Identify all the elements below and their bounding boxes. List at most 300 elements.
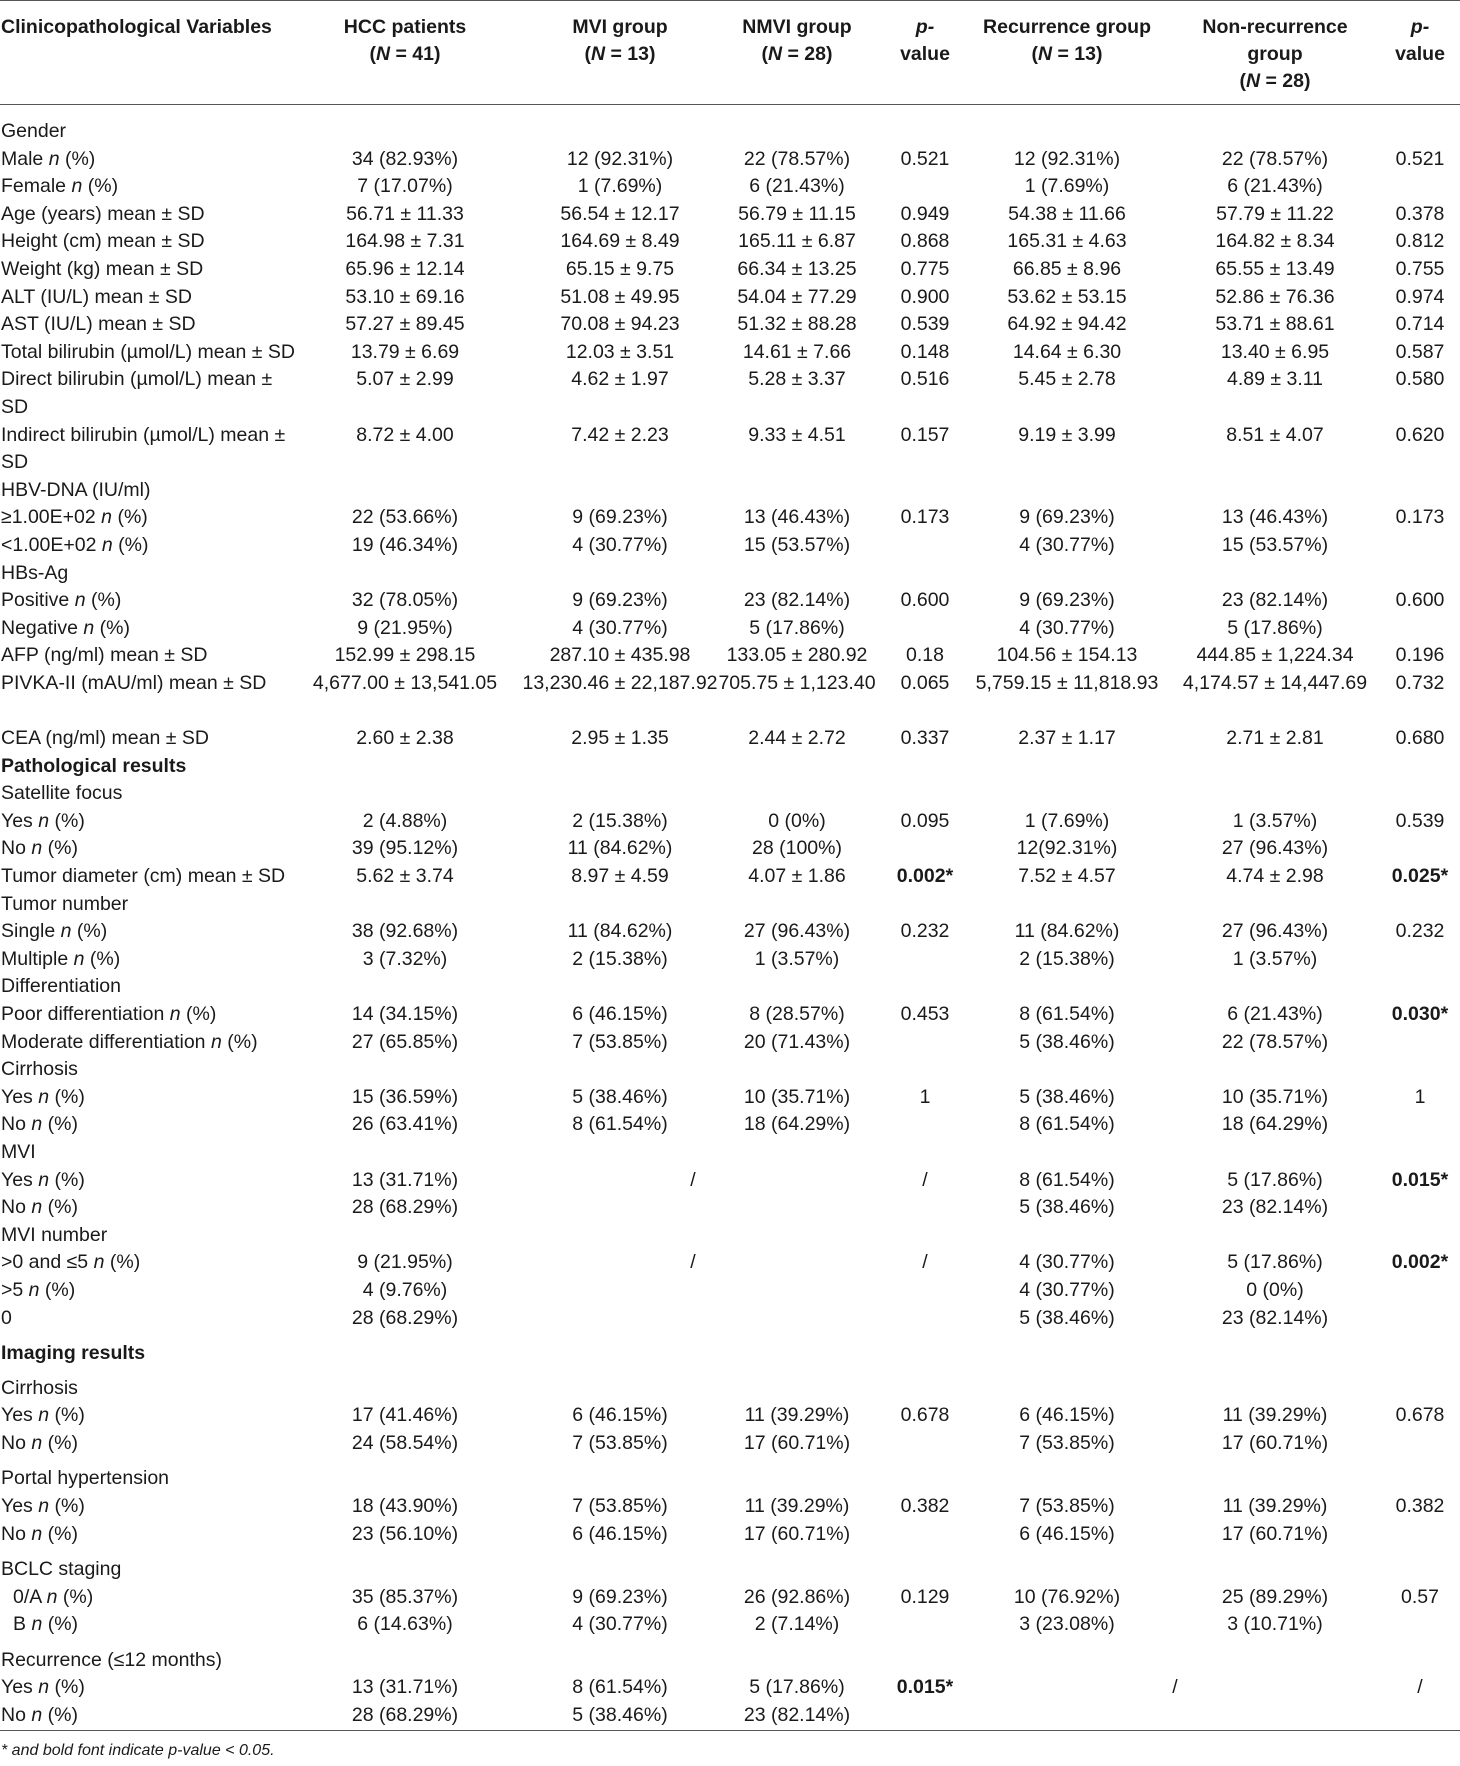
cell-nmvi: 2 (7.14%) bbox=[754, 1613, 840, 1636]
cell-recurrence: 1 (7.69%) bbox=[1024, 809, 1110, 832]
variable-label: Direct bilirubin (µmol/L) mean ± SD bbox=[1, 368, 273, 418]
section-heading-row bbox=[0, 753, 1460, 781]
section-heading-row bbox=[0, 1340, 1460, 1375]
cell-p1: 0.015* bbox=[896, 1676, 954, 1699]
cell-hcc: 19 (46.34%) bbox=[351, 533, 459, 556]
table-row bbox=[0, 1084, 1460, 1112]
cell-recurrence: 7 (53.85%) bbox=[1019, 1494, 1115, 1517]
variable-label: Positive n (%) bbox=[1, 589, 122, 612]
header-mvi-group: MVI group (N = 13) bbox=[572, 16, 668, 65]
cell-nmvi: 5.28 ± 3.37 bbox=[748, 368, 846, 391]
variable-label: No n (%) bbox=[1, 1431, 78, 1454]
table-row bbox=[0, 366, 1460, 421]
cell-recurrence: 8 (61.54%) bbox=[1019, 1003, 1115, 1025]
cell-recurrence: 66.85 ± 8.96 bbox=[1012, 257, 1122, 280]
table-row bbox=[0, 228, 1460, 256]
variable-label: Cirrhosis bbox=[1, 1376, 78, 1399]
table-row bbox=[0, 1139, 1460, 1167]
cell-recurrence: 7 (53.85%) bbox=[1019, 1431, 1115, 1454]
cell-nonrecurrence: 0 (0%) bbox=[1246, 1278, 1304, 1301]
variable-label: Male n (%) bbox=[1, 147, 96, 170]
cell-nonrecurrence: 5 (17.86%) bbox=[1227, 1251, 1323, 1274]
variable-label: No n (%) bbox=[1, 1113, 78, 1136]
cell-nonrecurrence: 6 (21.43%) bbox=[1227, 1003, 1323, 1025]
cell-nonrecurrence: 4.74 ± 2.98 bbox=[1226, 865, 1324, 888]
cell-nmvi: 26 (92.86%) bbox=[743, 1585, 851, 1608]
variable-label: Yes n (%) bbox=[1, 1168, 85, 1191]
variable-label: Single n (%) bbox=[1, 920, 108, 943]
cell-p2: 0.382 bbox=[1395, 1494, 1445, 1517]
table-header bbox=[0, 0, 1460, 105]
cell-p2: 0.620 bbox=[1395, 423, 1445, 446]
table-row bbox=[0, 1375, 1460, 1403]
cell-hcc: 28 (68.29%) bbox=[351, 1704, 459, 1727]
variable-label: No n (%) bbox=[1, 1522, 78, 1545]
variable-label: HBs-Ag bbox=[1, 561, 69, 584]
cell-nonrecurrence: 27 (96.43%) bbox=[1221, 920, 1329, 943]
cell-p1: 0.868 bbox=[900, 230, 950, 253]
cell-recurrence: 5 (38.46%) bbox=[1019, 1306, 1115, 1329]
cell-nonrecurrence: 18 (64.29%) bbox=[1221, 1113, 1329, 1136]
cell-nmvi: 5 (17.86%) bbox=[749, 1676, 845, 1699]
variable-label: B n (%) bbox=[13, 1613, 79, 1636]
cell-hcc: 7 (17.07%) bbox=[357, 175, 453, 198]
cell-nonrecurrence: 4,174.57 ± 14,447.69 bbox=[1182, 671, 1368, 694]
cell-nmvi: 0 (0%) bbox=[768, 809, 826, 832]
variable-label: Yes n (%) bbox=[1, 1676, 85, 1699]
table-row bbox=[0, 808, 1460, 836]
table-row bbox=[0, 1305, 1460, 1340]
variable-label: Cirrhosis bbox=[1, 1058, 78, 1081]
cell-nmvi: 705.75 ± 1,123.40 bbox=[718, 671, 876, 694]
cell-nonrecurrence: 444.85 ± 1,224.34 bbox=[1196, 644, 1354, 667]
cell-p1: 0.148 bbox=[900, 340, 950, 363]
cell-nonrecurrence: 11 (39.29%) bbox=[1222, 1494, 1328, 1517]
section-heading: Pathological results bbox=[1, 754, 187, 777]
table-row bbox=[0, 339, 1460, 367]
table-row bbox=[0, 422, 1460, 477]
table-row bbox=[0, 863, 1460, 891]
variable-label: <1.00E+02 n (%) bbox=[1, 533, 149, 556]
cell-recurrence: 64.92 ± 94.42 bbox=[1007, 313, 1127, 336]
variable-label: No n (%) bbox=[1, 837, 78, 860]
variable-label: Height (cm) mean ± SD bbox=[1, 230, 205, 253]
table-row bbox=[0, 587, 1460, 615]
cell-nonrecurrence: 13 (46.43%) bbox=[1221, 506, 1329, 529]
cell-hcc: 3 (7.32%) bbox=[362, 947, 448, 970]
cell-mvi: 8 (61.54%) bbox=[572, 1676, 668, 1699]
cell-mvi: 7 (53.85%) bbox=[572, 1030, 668, 1053]
cell-hcc: 2.60 ± 2.38 bbox=[356, 727, 454, 750]
cell-p1: 0.516 bbox=[900, 368, 950, 391]
cell-p1: 0.095 bbox=[900, 809, 950, 832]
header-p-value-1: p- value bbox=[900, 16, 950, 65]
cell-nmvi: 5 (17.86%) bbox=[749, 616, 845, 639]
cell-recurrence: 54.38 ± 11.66 bbox=[1008, 202, 1126, 225]
cell-hcc: 164.98 ± 7.31 bbox=[345, 230, 465, 253]
cell-recurrence: 9.19 ± 3.99 bbox=[1018, 423, 1116, 446]
cell-mvi: 11 (84.62%) bbox=[567, 837, 673, 860]
variable-label: >5 n (%) bbox=[1, 1278, 76, 1301]
cell-recurrence: 9 (69.23%) bbox=[1019, 506, 1115, 529]
header-p-value-2: p- value bbox=[1395, 16, 1445, 65]
cell-hcc: 152.99 ± 298.15 bbox=[334, 644, 476, 667]
variable-label: Multiple n (%) bbox=[1, 947, 121, 970]
cell-p1: 0.678 bbox=[900, 1404, 950, 1427]
cell-recurrence: 3 (23.08%) bbox=[1019, 1613, 1115, 1636]
cell-hcc: 4 (9.76%) bbox=[362, 1278, 448, 1301]
cell-mvi: 9 (69.23%) bbox=[572, 506, 668, 529]
cell-recurrence: 5.45 ± 2.78 bbox=[1018, 368, 1116, 391]
cell-nmvi: 11 (39.29%) bbox=[744, 1404, 850, 1427]
cell-p2: 0.57 bbox=[1401, 1585, 1439, 1608]
cell-recurrence: 5,759.15 ± 11,818.93 bbox=[975, 671, 1159, 694]
cell-hcc: 13.79 ± 6.69 bbox=[350, 340, 460, 363]
header-hcc-patients: HCC patients (N = 41) bbox=[343, 16, 467, 65]
cell-hcc: 22 (53.66%) bbox=[351, 506, 459, 529]
variable-label: Recurrence (≤12 months) bbox=[1, 1648, 222, 1671]
cell-hcc: 18 (43.90%) bbox=[351, 1494, 459, 1517]
cell-nmvi: 6 (21.43%) bbox=[749, 175, 845, 198]
cell-p2: 0.680 bbox=[1395, 727, 1445, 750]
table-row bbox=[0, 615, 1460, 643]
cell-nonrecurrence: 52.86 ± 76.36 bbox=[1215, 285, 1335, 308]
cell-nmvi: 17 (60.71%) bbox=[743, 1522, 851, 1545]
variable-label: Weight (kg) mean ± SD bbox=[1, 257, 204, 280]
cell-p1: 0.521 bbox=[900, 147, 950, 170]
cell-p2: 0.587 bbox=[1395, 340, 1445, 363]
cell-nonrecurrence: 5 (17.86%) bbox=[1227, 1168, 1323, 1191]
cell-p1: 0.949 bbox=[900, 202, 950, 225]
cell-nmvi: 1 (3.57%) bbox=[754, 947, 840, 970]
cell-nmvi: 133.05 ± 280.92 bbox=[726, 644, 868, 667]
cell-recurrence: 4 (30.77%) bbox=[1019, 1278, 1115, 1301]
header-nmvi-group: NMVI group (N = 28) bbox=[742, 16, 852, 65]
cell-recurrence: 2 (15.38%) bbox=[1019, 947, 1115, 970]
cell-mvi: 1 (7.69%) bbox=[577, 175, 663, 198]
cell-mvi: 8 (61.54%) bbox=[572, 1113, 668, 1136]
cell-hcc: 15 (36.59%) bbox=[351, 1085, 459, 1108]
variable-label: >0 and ≤5 n (%) bbox=[1, 1251, 141, 1274]
variable-label: AFP (ng/ml) mean ± SD bbox=[1, 644, 208, 667]
cell-hcc: 13 (31.71%) bbox=[351, 1168, 459, 1191]
table-row bbox=[0, 725, 1460, 753]
cell-mvi: 65.15 ± 9.75 bbox=[565, 257, 675, 280]
cell-nonrecurrence: 23 (82.14%) bbox=[1221, 589, 1329, 612]
table-row bbox=[0, 1611, 1460, 1639]
variable-label: Moderate differentiation n (%) bbox=[1, 1030, 258, 1053]
variable-label: 0/A n (%) bbox=[13, 1585, 94, 1608]
cell-nmvi: 14.61 ± 7.66 bbox=[742, 340, 852, 363]
cell-nmvi: 17 (60.71%) bbox=[743, 1431, 851, 1454]
cell-p2: 0.030* bbox=[1391, 1003, 1449, 1025]
table-row bbox=[0, 1222, 1460, 1250]
cell-mvi: 13,230.46 ± 22,187.92 bbox=[522, 671, 718, 694]
cell-hcc: 28 (68.29%) bbox=[351, 1196, 459, 1219]
cell-nonrecurrence: 8.51 ± 4.07 bbox=[1226, 423, 1324, 446]
variable-label: No n (%) bbox=[1, 1704, 78, 1727]
cell-p2: 0.580 bbox=[1395, 368, 1445, 391]
variable-label: Yes n (%) bbox=[1, 1494, 85, 1517]
cell-nonrecurrence: 23 (82.14%) bbox=[1221, 1196, 1329, 1219]
cell-p1: 0.129 bbox=[900, 1585, 950, 1608]
cell-nonrecurrence: 6 (21.43%) bbox=[1227, 175, 1323, 198]
cell-hcc: 24 (58.54%) bbox=[351, 1431, 459, 1454]
cell-p2: 0.600 bbox=[1395, 589, 1445, 612]
cell-nmvi: 23 (82.14%) bbox=[743, 1704, 851, 1727]
cell-nmvi: 9.33 ± 4.51 bbox=[748, 423, 846, 446]
table-row bbox=[0, 1465, 1460, 1493]
table-row bbox=[0, 256, 1460, 284]
cell-nmvi: 56.79 ± 11.15 bbox=[738, 202, 856, 225]
header-variables: Clinicopathological Variables bbox=[1, 16, 272, 38]
cell-recurrence: 10 (76.92%) bbox=[1013, 1585, 1121, 1608]
cell-nonrecurrence: 4.89 ± 3.11 bbox=[1227, 368, 1323, 391]
cell-nmvi: 11 (39.29%) bbox=[744, 1494, 850, 1517]
cell-recurrence: 11 (84.62%) bbox=[1014, 920, 1120, 943]
table-row bbox=[0, 1167, 1460, 1195]
cell-hcc: 28 (68.29%) bbox=[351, 1306, 459, 1329]
table-row bbox=[0, 946, 1460, 974]
cell-mvi: 12 (92.31%) bbox=[566, 147, 674, 170]
table-row bbox=[0, 504, 1460, 532]
cell-hcc: 57.27 ± 89.45 bbox=[345, 313, 465, 336]
cell-not-applicable: / bbox=[690, 1168, 696, 1191]
cell-p2: 0.378 bbox=[1395, 202, 1445, 225]
cell-recurrence: 6 (46.15%) bbox=[1019, 1404, 1115, 1427]
variable-label: Poor differentiation n (%) bbox=[1, 1003, 217, 1025]
cell-hcc: 26 (63.41%) bbox=[351, 1113, 459, 1136]
cell-p1: 0.900 bbox=[900, 285, 950, 308]
cell-nonrecurrence: 1 (3.57%) bbox=[1232, 947, 1318, 970]
cell-mvi: 5 (38.46%) bbox=[572, 1704, 668, 1727]
cell-recurrence: 5 (38.46%) bbox=[1019, 1030, 1115, 1053]
table-row bbox=[0, 1402, 1460, 1430]
table-row bbox=[0, 1029, 1460, 1057]
table-row bbox=[0, 560, 1460, 588]
table-row bbox=[0, 1001, 1460, 1029]
cell-hcc: 9 (21.95%) bbox=[357, 1251, 453, 1274]
table-row bbox=[0, 532, 1460, 560]
cell-hcc: 32 (78.05%) bbox=[351, 589, 459, 612]
cell-recurrence: 4 (30.77%) bbox=[1019, 1251, 1115, 1274]
table-row bbox=[0, 891, 1460, 919]
variable-label: Tumor number bbox=[1, 892, 129, 915]
table-row bbox=[0, 1493, 1460, 1521]
cell-p1: 0.382 bbox=[900, 1494, 950, 1517]
cell-nmvi: 4.07 ± 1.86 bbox=[748, 865, 846, 888]
cell-hcc: 38 (92.68%) bbox=[351, 920, 459, 943]
cell-nonrecurrence: 22 (78.57%) bbox=[1221, 1030, 1329, 1053]
table-row bbox=[0, 1521, 1460, 1549]
cell-recurrence: 14.64 ± 6.30 bbox=[1012, 340, 1122, 363]
cell-hcc: 4,677.00 ± 13,541.05 bbox=[312, 671, 498, 694]
cell-hcc: 5.07 ± 2.99 bbox=[356, 368, 454, 391]
cell-nmvi: 18 (64.29%) bbox=[743, 1113, 851, 1136]
cell-mvi: 12.03 ± 3.51 bbox=[565, 340, 675, 363]
table-row bbox=[0, 201, 1460, 229]
variable-label: ≥1.00E+02 n (%) bbox=[1, 506, 148, 529]
cell-p1: 0.337 bbox=[900, 727, 950, 750]
cell-p1: 0.600 bbox=[900, 589, 950, 612]
cell-nonrecurrence: 10 (35.71%) bbox=[1221, 1085, 1329, 1108]
cell-hcc: 53.10 ± 69.16 bbox=[345, 285, 465, 308]
cell-recurrence: 104.56 ± 154.13 bbox=[996, 644, 1138, 667]
variable-label: Indirect bilirubin (µmol/L) mean ± SD bbox=[1, 423, 286, 474]
cell-nonrecurrence: 1 (3.57%) bbox=[1232, 809, 1318, 832]
cell-nonrecurrence: 11 (39.29%) bbox=[1222, 1404, 1328, 1427]
cell-nmvi: 165.11 ± 6.87 bbox=[738, 230, 856, 253]
cell-nonrecurrence: 5 (17.86%) bbox=[1227, 616, 1323, 639]
cell-hcc: 56.71 ± 11.33 bbox=[346, 202, 464, 225]
cell-nmvi: 22 (78.57%) bbox=[743, 147, 851, 170]
cell-p2: 0.196 bbox=[1395, 644, 1445, 667]
cell-p2: 0.755 bbox=[1395, 257, 1445, 280]
cell-nonrecurrence: 17 (60.71%) bbox=[1221, 1522, 1329, 1545]
cell-mvi: 9 (69.23%) bbox=[572, 1585, 668, 1608]
cell-p1: 0.232 bbox=[900, 920, 950, 943]
cell-p2: 0.812 bbox=[1395, 230, 1445, 253]
table-row bbox=[0, 780, 1460, 808]
table-row bbox=[0, 1674, 1460, 1702]
cell-p1: 0.002* bbox=[896, 865, 954, 888]
cell-nmvi: 28 (100%) bbox=[752, 837, 842, 860]
table-row bbox=[0, 173, 1460, 201]
cell-nonrecurrence: 65.55 ± 13.49 bbox=[1215, 257, 1335, 280]
variable-label: AST (IU/L) mean ± SD bbox=[1, 313, 196, 336]
cell-nmvi: 23 (82.14%) bbox=[743, 589, 851, 612]
cell-hcc: 17 (41.46%) bbox=[351, 1404, 459, 1427]
section-heading: Imaging results bbox=[1, 1341, 146, 1364]
cell-mvi: 4.62 ± 1.97 bbox=[571, 368, 669, 391]
cell-nmvi: 54.04 ± 77.29 bbox=[737, 285, 857, 308]
table-row bbox=[0, 1556, 1460, 1584]
cell-nonrecurrence: 57.79 ± 11.22 bbox=[1216, 202, 1334, 225]
table-row bbox=[0, 477, 1460, 505]
cell-recurrence: 8 (61.54%) bbox=[1019, 1113, 1115, 1136]
table-body bbox=[0, 105, 1460, 1731]
cell-recurrence: 1 (7.69%) bbox=[1024, 175, 1110, 198]
table-row bbox=[0, 1430, 1460, 1458]
cell-nmvi: 51.32 ± 88.28 bbox=[737, 313, 857, 336]
cell-recurrence: 12 (92.31%) bbox=[1013, 147, 1121, 170]
cell-nmvi: 8 (28.57%) bbox=[749, 1003, 845, 1025]
cell-p1: 0.157 bbox=[900, 423, 950, 446]
cell-hcc: 13 (31.71%) bbox=[351, 1676, 459, 1699]
table-row bbox=[0, 973, 1460, 1001]
cell-hcc: 27 (65.85%) bbox=[351, 1030, 459, 1053]
cell-hcc: 23 (56.10%) bbox=[351, 1522, 459, 1545]
table-row bbox=[0, 1277, 1460, 1305]
cell-recurrence: 4 (30.77%) bbox=[1019, 616, 1115, 639]
cell-p1: 0.18 bbox=[906, 644, 944, 667]
cell-hcc: 34 (82.93%) bbox=[351, 147, 459, 170]
table-row bbox=[0, 146, 1460, 174]
cell-p2: 0.521 bbox=[1395, 147, 1445, 170]
cell-p2: 0.232 bbox=[1395, 920, 1445, 943]
cell-recurrence: 12(92.31%) bbox=[1016, 837, 1118, 860]
cell-p2: 0.732 bbox=[1395, 671, 1445, 694]
cell-nonrecurrence: 2.71 ± 2.81 bbox=[1226, 727, 1324, 750]
cell-nonrecurrence: 15 (53.57%) bbox=[1221, 533, 1329, 556]
cell-nonrecurrence: 23 (82.14%) bbox=[1221, 1306, 1329, 1329]
header-recurrence-group: Recurrence group (N = 13) bbox=[983, 16, 1151, 65]
cell-hcc: 8.72 ± 4.00 bbox=[356, 423, 454, 446]
table-row bbox=[0, 284, 1460, 312]
cell-recurrence: 165.31 ± 4.63 bbox=[1007, 230, 1127, 253]
variable-label: Female n (%) bbox=[1, 175, 119, 198]
cell-recurrence: 5 (38.46%) bbox=[1019, 1085, 1115, 1108]
variable-label: Yes n (%) bbox=[1, 1085, 85, 1108]
table-row bbox=[0, 1111, 1460, 1139]
cell-mvi: 2.95 ± 1.35 bbox=[571, 727, 669, 750]
cell-mvi: 7 (53.85%) bbox=[572, 1494, 668, 1517]
cell-nmvi: 2.44 ± 2.72 bbox=[748, 727, 846, 750]
cell-p1: / bbox=[922, 1168, 928, 1191]
cell-mvi: 4 (30.77%) bbox=[572, 1613, 668, 1636]
cell-hcc: 9 (21.95%) bbox=[357, 616, 453, 639]
cell-p2: 0.539 bbox=[1395, 809, 1445, 832]
table-row bbox=[0, 1647, 1460, 1675]
cell-mvi: 2 (15.38%) bbox=[572, 809, 668, 832]
variable-label: Age (years) mean ± SD bbox=[1, 202, 205, 225]
variable-label: PIVKA-II (mAU/ml) mean ± SD bbox=[1, 671, 267, 694]
cell-nonrecurrence: 164.82 ± 8.34 bbox=[1215, 230, 1335, 253]
variable-label: Portal hypertension bbox=[1, 1467, 170, 1490]
cell-mvi: 5 (38.46%) bbox=[572, 1085, 668, 1108]
cell-p2: 0.678 bbox=[1395, 1404, 1445, 1427]
cell-hcc: 14 (34.15%) bbox=[351, 1003, 459, 1025]
cell-mvi: 4 (30.77%) bbox=[572, 616, 668, 639]
cell-hcc: 5.62 ± 3.74 bbox=[356, 865, 454, 888]
cell-mvi: 7.42 ± 2.23 bbox=[571, 423, 669, 446]
cell-hcc: 2 (4.88%) bbox=[362, 809, 448, 832]
cell-hcc: 35 (85.37%) bbox=[351, 1585, 459, 1608]
table-row bbox=[0, 1194, 1460, 1222]
variable-label: 0 bbox=[1, 1306, 12, 1329]
cell-nmvi: 20 (71.43%) bbox=[743, 1030, 851, 1053]
cell-not-applicable: / bbox=[690, 1251, 696, 1274]
table-row bbox=[0, 918, 1460, 946]
table-row bbox=[0, 1249, 1460, 1277]
cell-nonrecurrence: 3 (10.71%) bbox=[1227, 1613, 1323, 1636]
cell-p1: 0.775 bbox=[900, 257, 950, 280]
table-row bbox=[0, 670, 1460, 725]
cell-hcc: 6 (14.63%) bbox=[357, 1613, 453, 1636]
table-row bbox=[0, 118, 1460, 146]
variable-label: Satellite focus bbox=[1, 782, 123, 805]
cell-nonrecurrence: 13.40 ± 6.95 bbox=[1220, 340, 1330, 363]
variable-label: Total bilirubin (µmol/L) mean ± SD bbox=[1, 340, 295, 363]
cell-nonrecurrence: 25 (89.29%) bbox=[1221, 1585, 1329, 1608]
cell-mvi: 9 (69.23%) bbox=[572, 589, 668, 612]
cell-mvi: 70.08 ± 94.23 bbox=[560, 313, 680, 336]
cell-mvi: 287.10 ± 435.98 bbox=[549, 644, 691, 667]
cell-p1: 0.453 bbox=[900, 1003, 950, 1025]
cell-mvi: 6 (46.15%) bbox=[572, 1404, 668, 1427]
cell-nonrecurrence: 53.71 ± 88.61 bbox=[1215, 313, 1335, 336]
table-row bbox=[0, 1056, 1460, 1084]
cell-nmvi: 15 (53.57%) bbox=[743, 533, 851, 556]
cell-p2: 0.025* bbox=[1391, 865, 1449, 888]
cell-recurrence: 2.37 ± 1.17 bbox=[1018, 727, 1116, 750]
cell-p2: 1 bbox=[1414, 1085, 1426, 1108]
variable-label: CEA (ng/ml) mean ± SD bbox=[1, 727, 209, 750]
variable-label: Yes n (%) bbox=[1, 809, 85, 832]
cell-mvi: 7 (53.85%) bbox=[572, 1431, 668, 1454]
cell-mvi: 2 (15.38%) bbox=[572, 947, 668, 970]
cell-nmvi: 66.34 ± 13.25 bbox=[737, 257, 857, 280]
